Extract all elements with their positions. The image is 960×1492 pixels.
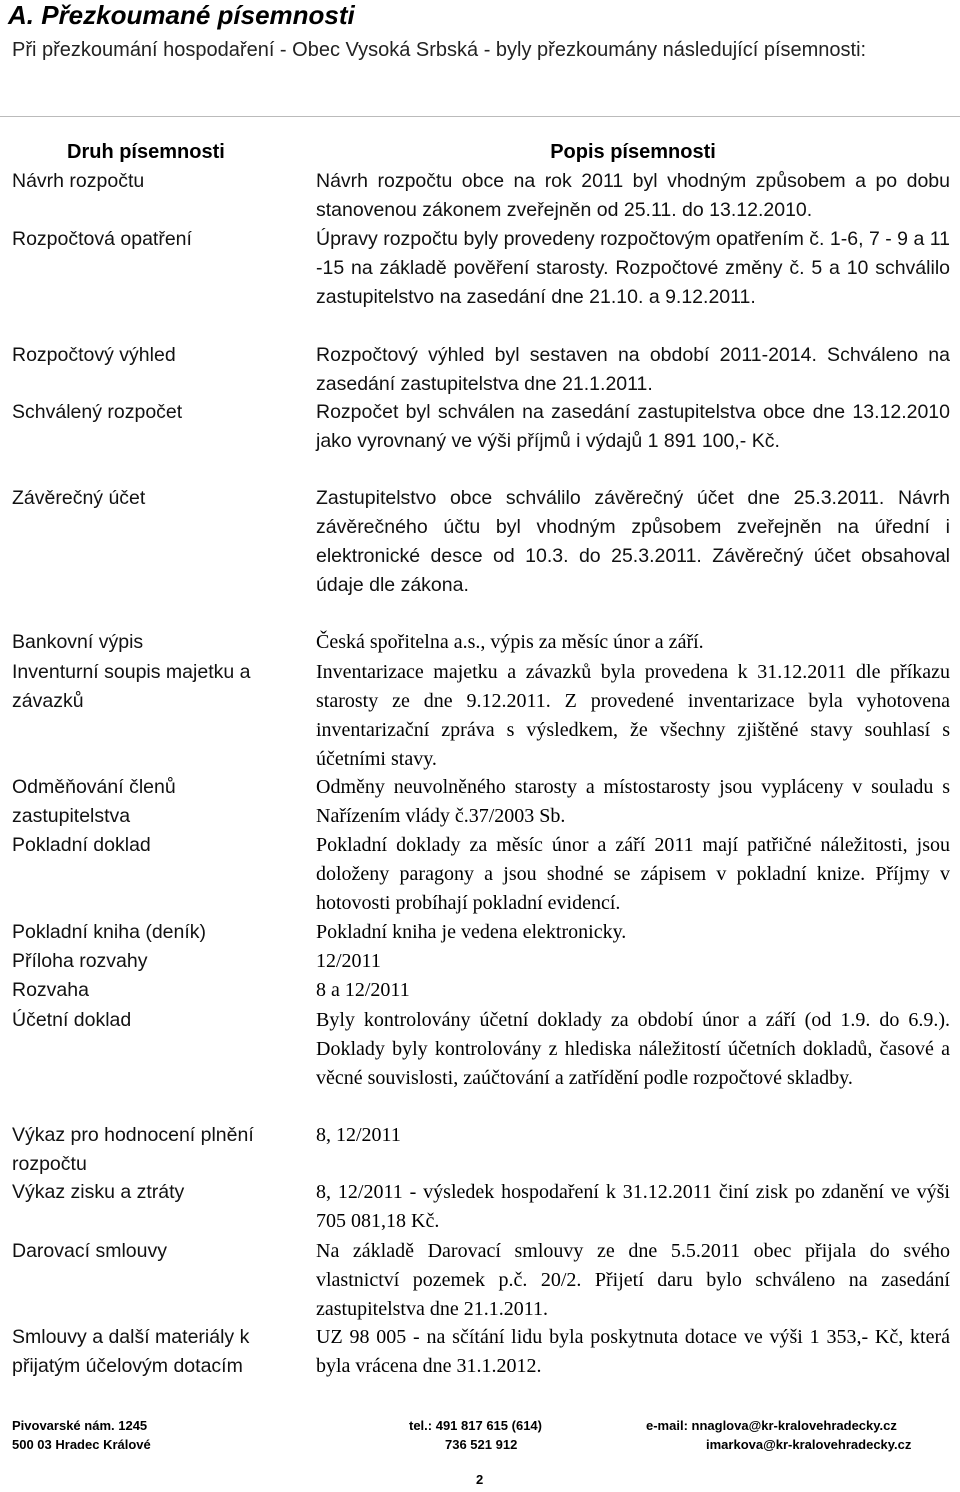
row-description: Česká spořitelna a.s., výpis za měsíc únor a září. <box>316 631 704 653</box>
row-description: Návrh rozpočtu obce na rok 2011 byl vhodným způsobem a po dobu stanovenou zákonem zveřejněn od 25.11. do 13.12.2010. <box>316 170 950 221</box>
column-header-type: Druh písemnosti <box>67 141 225 163</box>
row-type: Bankovní výpis <box>12 631 144 653</box>
row-description: Odměny neuvolněného starosty a místostarosty jsou vypláceny v souladu s Nařízením vlády č.37/2003 Sb. <box>316 776 950 827</box>
row-description: 12/2011 <box>316 950 381 972</box>
row-description: 8, 12/2011 - výsledek hospodaření k 31.12.2011 činí zisk po zdanění ve výši 705 081,18 Kč. <box>316 1181 950 1232</box>
row-description: Zastupitelstvo obce schválilo závěrečný účet dne 25.3.2011. Návrh závěrečného účtu byl vhodným způsobem zveřejněn na úřední i elektronické desce od 10.3. do 25.3.2011. Závěrečný účet obsahoval údaje dle zákona. <box>316 487 950 596</box>
row-description: Rozpočet byl schválen na zasedání zastupitelstva obce dne 13.12.2010 jako vyrovnaný ve výši příjmů i výdajů 1 891 100,- Kč. <box>316 401 950 452</box>
footer-email-line2: imarkova@kr-kralovehradecky.cz <box>706 1437 912 1452</box>
section-heading: A. Přezkoumané písemnosti <box>8 0 355 30</box>
row-description: Pokladní doklady za měsíc únor a září 2011 mají patřičné náležitosti, jsou doloženy paragony a jsou shodné se zápisem v pokladní knize. Příjmy v hotovosti probíhají pokladní evidencí. <box>316 834 950 914</box>
page-number: 2 <box>476 1472 484 1487</box>
row-type: Účetní doklad <box>12 1009 132 1031</box>
footer-address-line1: Pivovarské nám. 1245 <box>12 1418 148 1433</box>
row-type: Rozpočtový výhled <box>12 344 176 366</box>
row-description: Úpravy rozpočtu byly provedeny rozpočtovým opatřením č. 1-6, 7 - 9 a 11 -15 na základě pověření starosty. Rozpočtové změny č. 5 a 10 schválilo zastupitelstvo na zasedání dne 21.10. a 9.12.2011. <box>316 228 950 308</box>
row-type: Inventurní soupis majetku a závazků <box>12 661 251 712</box>
row-description: UZ 98 005 - na sčítání lidu byla poskytnuta dotace ve výši 1 353,- Kč, která byla vrácena dne 31.1.2012. <box>316 1326 950 1377</box>
intro-paragraph: Při přezkoumání hospodaření - Obec Vysoká Srbská - byly přezkoumány následující písemnosti: <box>12 39 867 61</box>
row-type: Darovací smlouvy <box>12 1240 167 1262</box>
row-type: Výkaz zisku a ztráty <box>12 1181 185 1203</box>
row-type: Výkaz pro hodnocení plnění rozpočtu <box>12 1124 254 1175</box>
row-description: 8, 12/2011 <box>316 1124 401 1146</box>
row-description: Inventarizace majetku a závazků byla provedena k 31.12.2011 dle příkazu starosty ze dne 9.12.2011. Z provedené inventarizace byla vyhotovena inventarizační zpráva s výsledkem, že všechny zjištěné stavy souhlasí s účetními stavy. <box>316 661 950 770</box>
row-type: Příloha rozvahy <box>12 950 148 972</box>
row-description: Byly kontrolovány účetní doklady za období únor a září (od 1.9. do 6.9.). Doklady byly kontrolovány z hlediska náležitostí účetních dokladů, časové a věcné souvislosti, zaúčtování a zatřídění podle rozpočtové skladby. <box>316 1009 950 1089</box>
row-description: Pokladní kniha je vedena elektronicky. <box>316 921 627 943</box>
footer-phone-line2: 736 521 912 <box>445 1437 518 1452</box>
footer-email-line1: e-mail: nnaglova@kr-kralovehradecky.cz <box>646 1418 897 1433</box>
row-type: Schválený rozpočet <box>12 401 183 423</box>
row-type: Rozpočtová opatření <box>12 228 192 250</box>
row-type: Smlouvy a další materiály k přijatým účelovým dotacím <box>12 1326 250 1377</box>
row-type: Závěrečný účet <box>12 487 146 509</box>
row-description: Rozpočtový výhled byl sestaven na období 2011-2014. Schváleno na zasedání zastupitelstva dne 21.1.2011. <box>316 344 950 395</box>
row-description: Na základě Darovací smlouvy ze dne 5.5.2011 obec přijala do svého vlastnictví pozemek p.č. 20/2. Přijetí daru bylo schváleno na zasedání zastupitelstva dne 21.1.2011. <box>316 1240 950 1320</box>
row-description: 8 a 12/2011 <box>316 979 410 1001</box>
footer-phone-line1: tel.: 491 817 615 (614) <box>409 1418 542 1433</box>
row-type: Odměňování členů zastupitelstva <box>12 776 176 827</box>
row-type: Návrh rozpočtu <box>12 170 145 192</box>
row-type: Pokladní doklad <box>12 834 151 856</box>
table-top-border <box>0 116 960 117</box>
row-type: Rozvaha <box>12 979 89 1001</box>
footer-address-line2: 500 03 Hradec Králové <box>12 1437 151 1452</box>
row-type: Pokladní kniha (deník) <box>12 921 207 943</box>
column-header-description: Popis písemnosti <box>550 141 716 163</box>
